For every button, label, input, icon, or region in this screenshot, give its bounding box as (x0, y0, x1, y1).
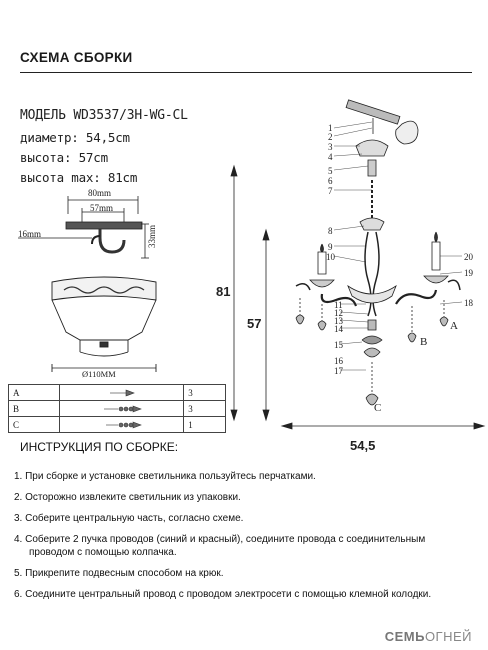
part-number: 3 (328, 142, 333, 152)
part-number: 11 (334, 300, 343, 310)
part-number: 2 (328, 132, 333, 142)
dim-height-max: 81 (216, 284, 231, 299)
dim-height: 57 (247, 316, 262, 331)
spec-height: высота: 57cm (20, 150, 108, 165)
part-number: 12 (334, 308, 343, 318)
instruction-step: 3. Соберите центральную часть, согласно схеме. (14, 513, 244, 524)
part-picture (60, 417, 184, 433)
table-row (9, 401, 226, 417)
chandelier-drawing (296, 100, 462, 405)
part-number: 5 (328, 166, 333, 176)
part-number: 9 (328, 242, 333, 252)
dim-width: 54,5 (350, 438, 376, 453)
cup-drawing (52, 277, 156, 372)
spec-height-max: высота max: 81cm (20, 170, 138, 185)
page-title: СХЕМА СБОРКИ (20, 50, 133, 65)
spec-diameter: диаметр: 54,5cm (20, 130, 130, 145)
table-row (9, 417, 226, 433)
model-name: МОДЕЛЬ WD3537/3H-WG-CL (20, 108, 188, 123)
cup-diameter-label: Ø110MM (82, 369, 116, 379)
part-number: 14 (334, 324, 343, 334)
part-letter: A (9, 385, 60, 401)
part-number: 16 (334, 356, 343, 366)
hook-drawing (18, 196, 149, 258)
part-number: 15 (334, 340, 343, 350)
part-picture (60, 401, 184, 417)
hook-height-label: 33mm (147, 224, 157, 248)
instruction-step: 1. При сборке и установке светильника пользуйтесь перчатками. (14, 471, 316, 482)
part-number: 1 (328, 123, 333, 133)
hook-width-outer-label: 80mm (88, 188, 112, 198)
instruction-steps (14, 470, 484, 609)
brand-logo: СЕМЬОГНЕЙ (384, 629, 472, 644)
part-picture (60, 385, 184, 401)
hook-left-label: 16mm (18, 229, 42, 239)
part-number: 8 (328, 226, 333, 236)
part-number: 13 (334, 316, 343, 326)
instruction-step: 2. Осторожно извлеките светильник из упаковки. (14, 492, 241, 503)
part-number: 10 (326, 252, 335, 262)
part-number: 6 (328, 176, 333, 186)
hook-width-inner-label: 57mm (90, 203, 114, 213)
instruction-step: 4. Соберите 2 пучка проводов (синий и красный), соедините провода с соединительным проводом с помощью колпачка. (14, 534, 426, 558)
parts-table (8, 384, 226, 433)
part-number: 7 (328, 186, 333, 196)
part-number: 17 (334, 366, 343, 376)
part-letter-a: A (450, 320, 458, 332)
instruction-step: 6. Соедините центральный провод с проводом электросети с помощью клемной колодки. (14, 589, 432, 600)
part-number: 4 (328, 152, 333, 162)
part-letter-b: B (420, 336, 428, 348)
instructions-title: ИНСТРУКЦИЯ ПО СБОРКЕ: (20, 440, 179, 454)
part-qty: 3 (184, 385, 226, 401)
instruction-step: 5. Прикрепите подвесным способом на крюк. (14, 568, 224, 579)
table-row (9, 385, 226, 401)
part-number: 18 (464, 298, 473, 308)
part-number: 19 (464, 268, 473, 278)
part-letter-c: C (374, 402, 382, 414)
part-number: 20 (464, 252, 473, 262)
part-qty: 3 (184, 401, 226, 417)
part-qty: 1 (184, 417, 226, 433)
part-letter: C (9, 417, 60, 433)
part-letter: B (9, 401, 60, 417)
